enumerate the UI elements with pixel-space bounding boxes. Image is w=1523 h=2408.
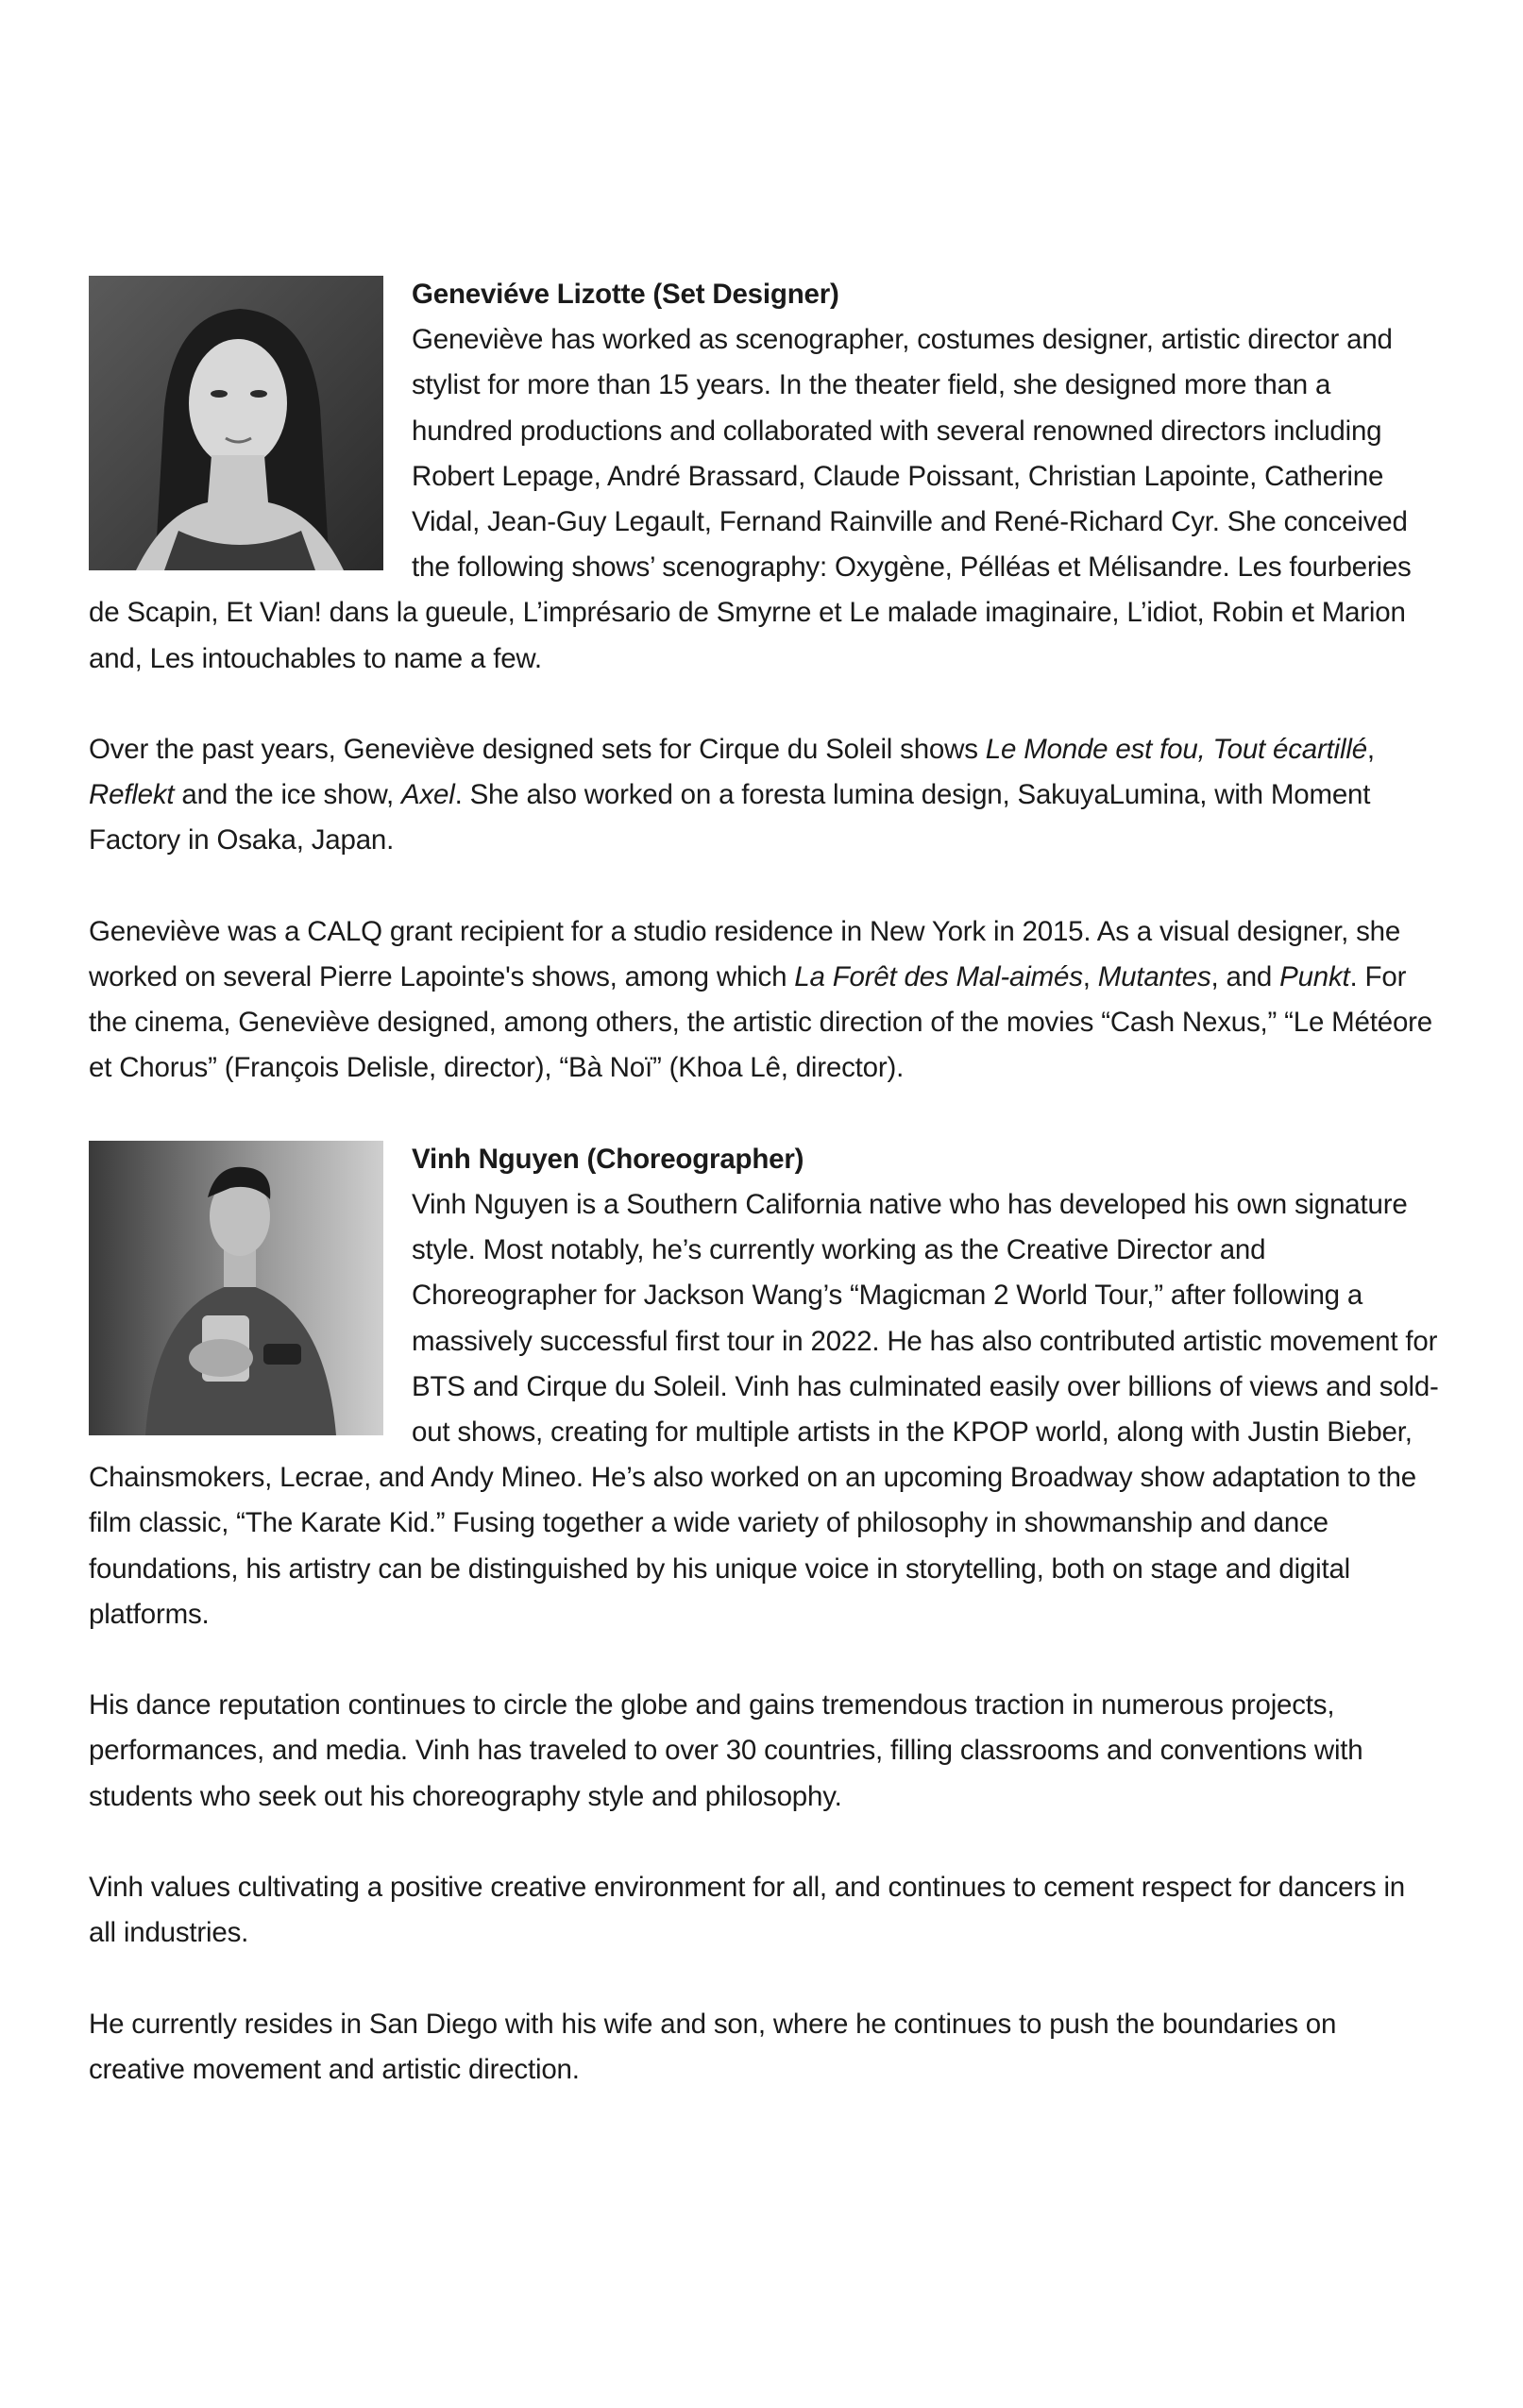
italic-title: Le Monde est fou, Tout écartillé [985, 734, 1367, 766]
paragraph-spacer [89, 1820, 1439, 1865]
italic-title: La Forêt des Mal-aimés [794, 961, 1083, 993]
paragraph-spacer [89, 864, 1439, 909]
text-run: and the ice show, [174, 779, 401, 811]
bio-paragraph: Geneviève has worked as scenographer, costumes designer, artistic director and stylist for more than 15 years. In the theater field, she designed more than a hundred productions and collaborated with several renowned directors including Robert Lepage, André Brassard, Claude Poissant, Christian Lapointe, Catherine Vidal, Jean-Guy Legault, Fernand Rainville and René-Richard Cyr. She conceived the following shows’ scenography: Oxygène, Pélléas et Mélisandre. Les fourberies de Scapin, Et Vian! dans la gueule, L’imprésario de Smyrne et Le malade imaginaire, L’idiot, Robin et Marion and, Les intouchables to name a few. [89, 324, 1412, 674]
paragraph-spacer [89, 682, 1439, 727]
bio-name-vinh: Vinh Nguyen (Choreographer) [412, 1143, 804, 1175]
paragraph-spacer [89, 1956, 1439, 2001]
bio-paragraph: Vinh Nguyen is a Southern California native who has developed his own signature style. Most notably, he’s currently working as the Creative Director and Choreographer for Jackson Wang’s “Magicman 2 World Tour,” after following a massively successful first tour in 2022. He has also contributed artistic movement for BTS and Cirque du Soleil. Vinh has culminated easily over billions of views and sold-out shows, creating for multiple artists in the KPOP world, along with Justin Bieber, Chainsmokers, Lecrae, and Andy Mineo. He’s also worked on an upcoming Broadway show adaptation to the film classic, “The Karate Kid.” Fusing together a wide variety of philosophy in showmanship and dance foundations, his artistry can be distinguished by his unique voice in storytelling, both on stage and digital platforms. [89, 1189, 1439, 1630]
portrait-photo-genevieve [89, 276, 383, 570]
paragraph-spacer [89, 1637, 1439, 1683]
italic-title: Mutantes [1097, 961, 1211, 993]
italic-title: Reflekt [89, 779, 175, 811]
bio-paragraph: His dance reputation continues to circle the globe and gains tremendous traction in numerous projects, performances, and media. Vinh has traveled to over 30 countries, filling classrooms and conventions with students who seek out his choreography style and philosophy. [89, 1689, 1363, 1812]
text-run: , [1366, 734, 1375, 766]
bio-paragraph [89, 909, 1439, 1092]
text-run: . For the cinema, Geneviève designed, among others, the artistic direction of the movies “Cash Nexus,” “Le Météore et Chorus” (François Delisle, director), “Bà Noï” (Khoa Lê, director). [89, 961, 1432, 1084]
document-page [89, 272, 1439, 2093]
bio-name-genevieve: Geneviéve Lizotte (Set Designer) [412, 279, 839, 310]
bio-paragraph [89, 727, 1439, 864]
portrait-photo-vinh [89, 1141, 383, 1435]
paragraph-spacer [89, 1092, 1439, 1137]
text-run: , [1082, 961, 1098, 993]
text-run: , and [1210, 961, 1280, 993]
italic-title: Axel [400, 779, 455, 811]
text-run: . She also worked on a foresta lumina design, SakuyaLumina, with Moment Factory in Osaka, Japan. [89, 779, 1371, 856]
italic-title: Punkt [1279, 961, 1350, 993]
bio-paragraph: He currently resides in San Diego with his wife and son, where he continues to push the boundaries on creative movement and artistic direction. [89, 2008, 1337, 2085]
bio-paragraph: Vinh values cultivating a positive creative environment for all, and continues to cement respect for dancers in all industries. [89, 1872, 1406, 1949]
text-run: Over the past years, Geneviève designed sets for Cirque du Soleil shows [89, 734, 986, 766]
bio-vinh [89, 1137, 1439, 1637]
bio-genevieve [89, 272, 1439, 682]
text-run: Geneviève was a CALQ grant recipient for a studio residence in New York in 2015. As a visual designer, she worked on several Pierre Lapointe's shows, among which [89, 915, 1401, 993]
